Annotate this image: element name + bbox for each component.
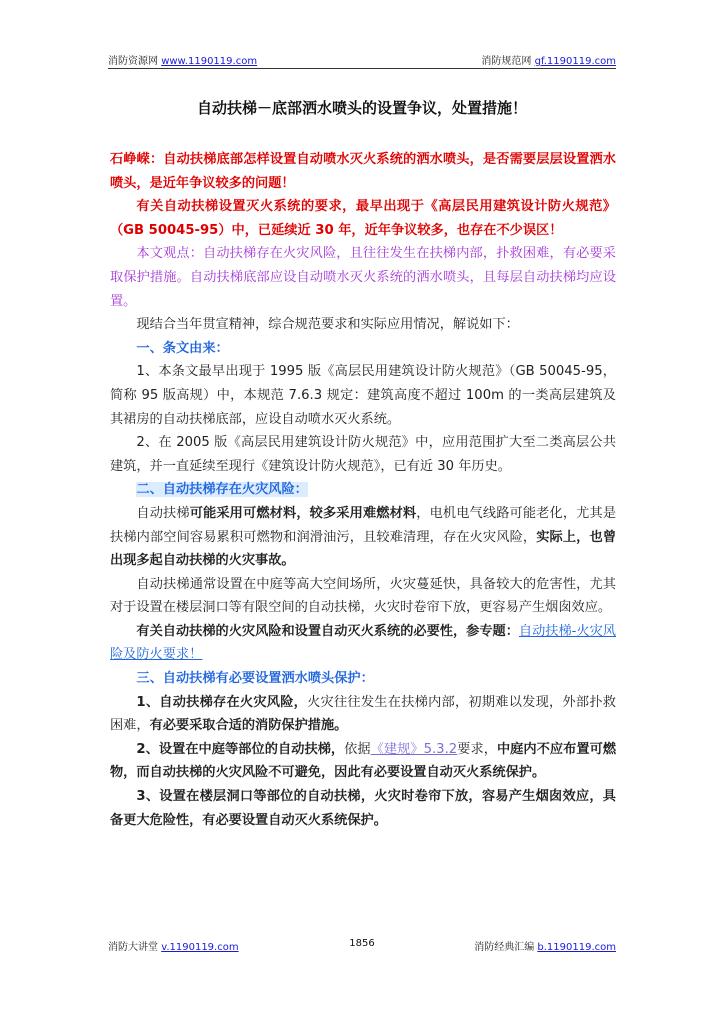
page-header	[108, 52, 616, 68]
section-heading-3: 三、自动扶梯有必要设置洒水喷头保护：	[136, 671, 374, 687]
risk-text-c: ，电机电气线路可能老化，尤其是扶梯内部空间容易累积可燃物和润滑油污，且较难清理，存在火灾风险，	[110, 505, 617, 545]
origin-paragraph-1: 1、本条文最早出现于 1995 版《高层民用建筑设计防火规范》（GB 50045-95，简称 95 版高规）中，本规范 7.6.3 规定：建筑高度不超过 100m 的一类高层建筑及其裙房的自动扶梯底部，应设自动喷水灭火系统。	[110, 364, 616, 427]
intro-paragraph: 石峥嵘：自动扶梯底部怎样设置自动喷水灭火系统的洒水喷头，是否需要层层设置洒水喷头，是近年争议较多的问题！	[110, 152, 616, 191]
protection-2-text-a: 2、设置在中庭等部位的自动扶梯，	[136, 741, 345, 757]
page-number: 1856	[349, 938, 375, 949]
header-right-link[interactable]: gf.1190119.com	[534, 56, 616, 67]
page-footer	[108, 938, 616, 954]
protection-2-text-c: 要求，	[457, 741, 497, 757]
protection-1-text-a: 1、自动扶梯存在火灾风险，	[136, 694, 308, 710]
footer-right	[474, 938, 616, 953]
article-body	[110, 148, 616, 832]
risk-paragraph-1	[110, 502, 616, 573]
origin-paragraph-2: 2、在 2005 版《高层民用建筑设计防火规范》中，应用范围扩大至二类高层公共建筑，并一直延续至现行《建筑设计防火规范》，已有近 30 年历史。	[110, 435, 616, 474]
footer-right-label: 消防经典汇编	[474, 942, 535, 953]
header-left-label: 消防资源网	[108, 56, 158, 67]
reference-paragraph	[110, 620, 616, 667]
risk-text-b: 可能采用可燃材料，较多采用难燃材料	[189, 505, 417, 521]
footer-left-label: 消防大讲堂	[108, 942, 158, 953]
protection-paragraph-1	[110, 691, 616, 738]
protection-2-text-b: 依据	[344, 741, 371, 757]
code-link[interactable]: 《建规》5.3.2	[370, 741, 458, 757]
header-right-label: 消防规范网	[481, 56, 532, 67]
header-right	[481, 52, 616, 67]
reference-text: 有关自动扶梯的火灾风险和设置自动灭火系统的必要性，参专题：	[136, 623, 519, 639]
protection-paragraph-2	[110, 738, 616, 785]
section-heading-2	[110, 478, 616, 502]
protection-1-text-c: 有必要采取合适的消防保护措施。	[149, 718, 348, 734]
risk-text-d: 实际上，也曾出现多起自动扶梯的火灾事故。	[110, 529, 617, 569]
viewpoint-paragraph: 本文观点：自动扶梯存在火灾风险，且往往发生在扶梯内部，扑救困难，有必要采取保护措施。自动扶梯底部应设自动喷水灭火系统的洒水喷头，且每层自动扶梯均应设置。	[110, 246, 616, 309]
lead-paragraph: 现结合当年贯宣精神，综合规范要求和实际应用情况，解说如下：	[136, 317, 519, 333]
protection-2-text-d: 中庭内不应布置可燃物，而自动扶梯的火灾风险不可避免，因此有必要设置自动灭火系统保护。	[110, 741, 617, 781]
protection-1-text-b: 火灾往往发生在扶梯内部，初期难以发现，外部扑救困难，	[110, 694, 616, 734]
section-heading-2-text: 二、自动扶梯存在火灾风险：	[136, 482, 308, 498]
section-heading-1: 一、条文由来：	[136, 340, 229, 356]
footer-right-link[interactable]: b.1190119.com	[537, 942, 616, 953]
header-left	[108, 52, 257, 67]
risk-text-a: 自动扶梯	[136, 505, 190, 521]
risk-paragraph-2: 自动扶梯通常设置在中庭等高大空间场所，火灾蔓延快，具备较大的危害性，尤其对于设置在楼层洞口等有限空间的自动扶梯，火灾时卷帘下放，更容易产生烟囱效应。	[110, 576, 616, 616]
page-title: 自动扶梯－底部洒水喷头的设置争议，处置措施！	[196, 99, 527, 117]
header-left-link[interactable]: www.1190119.com	[161, 56, 258, 67]
footer-left-link[interactable]: v.1190119.com	[161, 942, 239, 953]
header-divider	[108, 68, 616, 69]
protection-paragraph-3: 3、设置在楼层洞口等部位的自动扶梯，火灾时卷帘下放，容易产生烟囱效应，具备更大危险性，有必要设置自动灭火系统保护。	[110, 789, 616, 828]
reference-link[interactable]: 自动扶梯-火灾风险及防火要求！	[110, 623, 616, 663]
background-paragraph: 有关自动扶梯设置灭火系统的要求，最早出现于《高层民用建筑设计防火规范》（GB 50045-95）中，已延续近 30 年，近年争议较多，也存在不少误区！	[110, 199, 616, 238]
